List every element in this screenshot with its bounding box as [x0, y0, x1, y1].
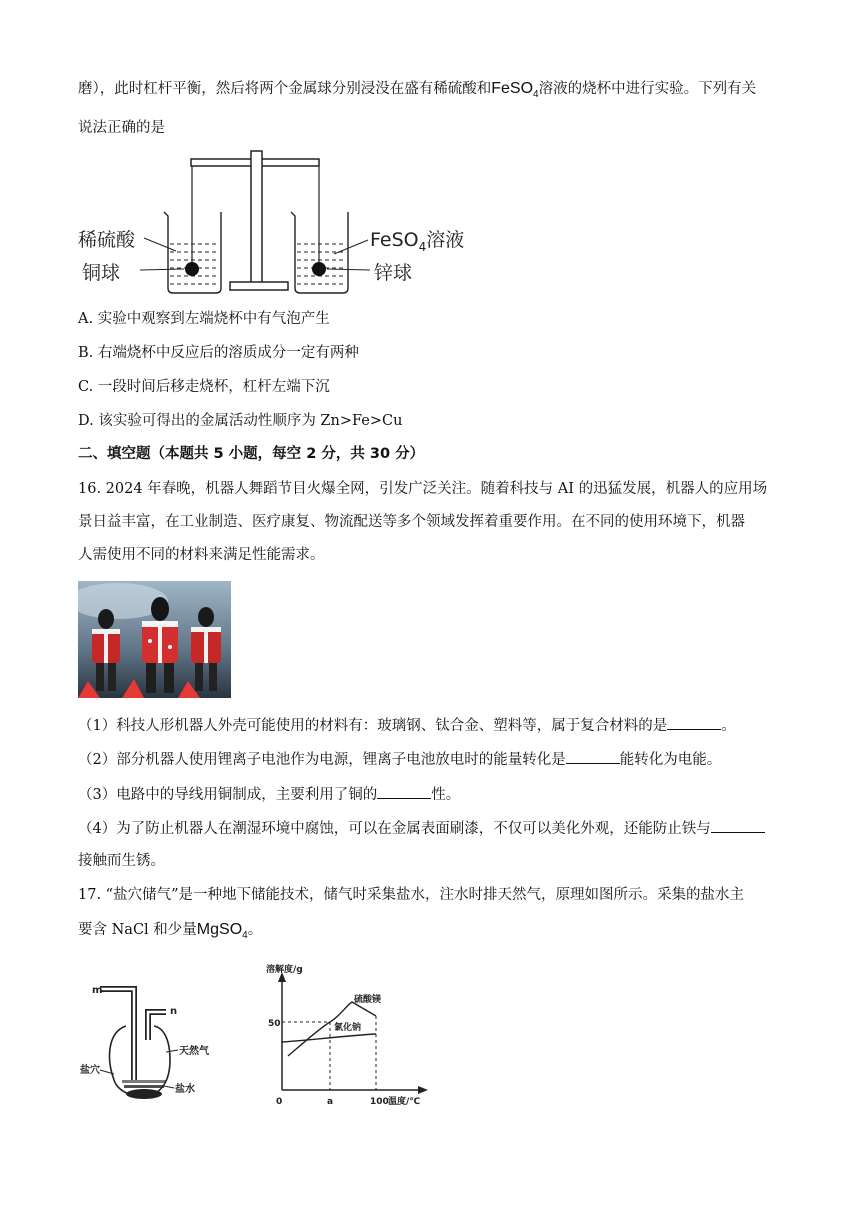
- q17-line-1: 17. “盐穴储气”是一种地下储能技术，储气时采集盐水，注水时排天然气，原理如图所示。采集的盐水主: [78, 887, 744, 903]
- intro-text-post: 溶液的烧杯中进行实验。下列有关: [538, 81, 757, 97]
- x-tick-a: a: [327, 1097, 334, 1107]
- series-mgso4-curve: [288, 1002, 376, 1056]
- q16-sub-1: （1）科技人形机器人外壳可能使用的材料有：玻璃钢、钛合金、塑料等，属于复合材料的是 。: [78, 715, 736, 736]
- formula-mgso4: MgSO$_4$: [196, 921, 248, 942]
- x-tick-100: 100: [370, 1097, 389, 1107]
- label-zinc-ball: 锌球: [374, 262, 413, 284]
- label-brine: 盐水: [175, 1084, 195, 1095]
- legend-nacl: 氯化钠: [334, 1023, 362, 1033]
- intro-line-2: 说法正确的是: [78, 120, 165, 136]
- label-salt-cave: 盐穴: [80, 1065, 100, 1076]
- answer-blank-4[interactable]: [711, 818, 765, 833]
- legend-mgso4: 硫酸镁: [354, 995, 382, 1005]
- lever-beaker-figure: [78, 148, 478, 296]
- option-c: C. 一段时间后移走烧杯，杠杆左端下沉: [78, 379, 330, 395]
- q16-line-2: 景日益丰富，在工业制造、医疗康复、物流配送等多个领域发挥着重要作用。在不同的使用环境下，机器: [78, 514, 745, 530]
- intro-line-1: [78, 79, 756, 105]
- formula-feso4: FeSO$_4$: [491, 80, 539, 101]
- y-tick-50: 50: [268, 1019, 281, 1029]
- label-m: m: [92, 985, 103, 996]
- label-feso4-solution: FeSO$_4$溶液: [370, 229, 465, 254]
- salt-cave-figure: [78, 980, 228, 1110]
- answer-blank-3[interactable]: [377, 784, 431, 799]
- label-dilute-sulfuric-acid: 稀硫酸: [78, 229, 136, 251]
- section-2-heading: 二、填空题（本题共 5 小题，每空 2 分，共 30 分）: [78, 446, 425, 462]
- intro-text-pre: 磨），此时杠杆平衡，然后将两个金属球分别浸没在盛有稀硫酸和: [78, 81, 492, 97]
- series-nacl-curve: [282, 1034, 376, 1042]
- robot-dance-photo: [78, 581, 231, 698]
- x-axis-label: 温度/℃: [388, 1097, 421, 1107]
- q16-line-3: 人需使用不同的材料来满足性能需求。: [78, 547, 325, 563]
- label-natural-gas: 天然气: [179, 1046, 209, 1057]
- q16-sub-2: （2）部分机器人使用锂离子电池作为电源，锂离子电池放电时的能量转化是 能转化为电能。: [78, 749, 721, 770]
- answer-blank-1[interactable]: [667, 715, 721, 730]
- q16-sub-3: （3）电路中的导线用铜制成，主要利用了铜的 性。: [78, 784, 460, 805]
- label-n: n: [170, 1006, 178, 1017]
- option-d: D. 该实验可得出的金属活动性顺序为 Zn>Fe>Cu: [78, 413, 403, 429]
- solubility-chart: [262, 960, 432, 1110]
- q17-line-2: 要含 NaCl 和少量MgSO$_4$。: [78, 921, 263, 942]
- y-axis-label: 溶解度/g: [266, 965, 303, 975]
- zinc-ball: [312, 262, 326, 276]
- q16-sub-4: （4）为了防止机器人在潮湿环境中腐蚀，可以在金属表面刷漆，不仅可以美化外观，还能防止铁与: [78, 818, 765, 839]
- origin-label: 0: [276, 1097, 283, 1107]
- q16-line-1: 16. 2024 年春晚，机器人舞蹈节目火爆全网，引发广泛关注。随着科技与 AI 的迅猛发展，机器人的应用场: [78, 481, 768, 497]
- copper-ball: [185, 262, 199, 276]
- option-b: B. 右端烧杯中反应后的溶质成分一定有两种: [78, 345, 359, 361]
- label-copper-ball: 铜球: [82, 262, 121, 284]
- option-a: A. 实验中观察到左端烧杯中有气泡产生: [78, 311, 330, 327]
- q16-sub-4-cont: 接触而生锈。: [78, 853, 165, 869]
- answer-blank-2[interactable]: [566, 749, 620, 764]
